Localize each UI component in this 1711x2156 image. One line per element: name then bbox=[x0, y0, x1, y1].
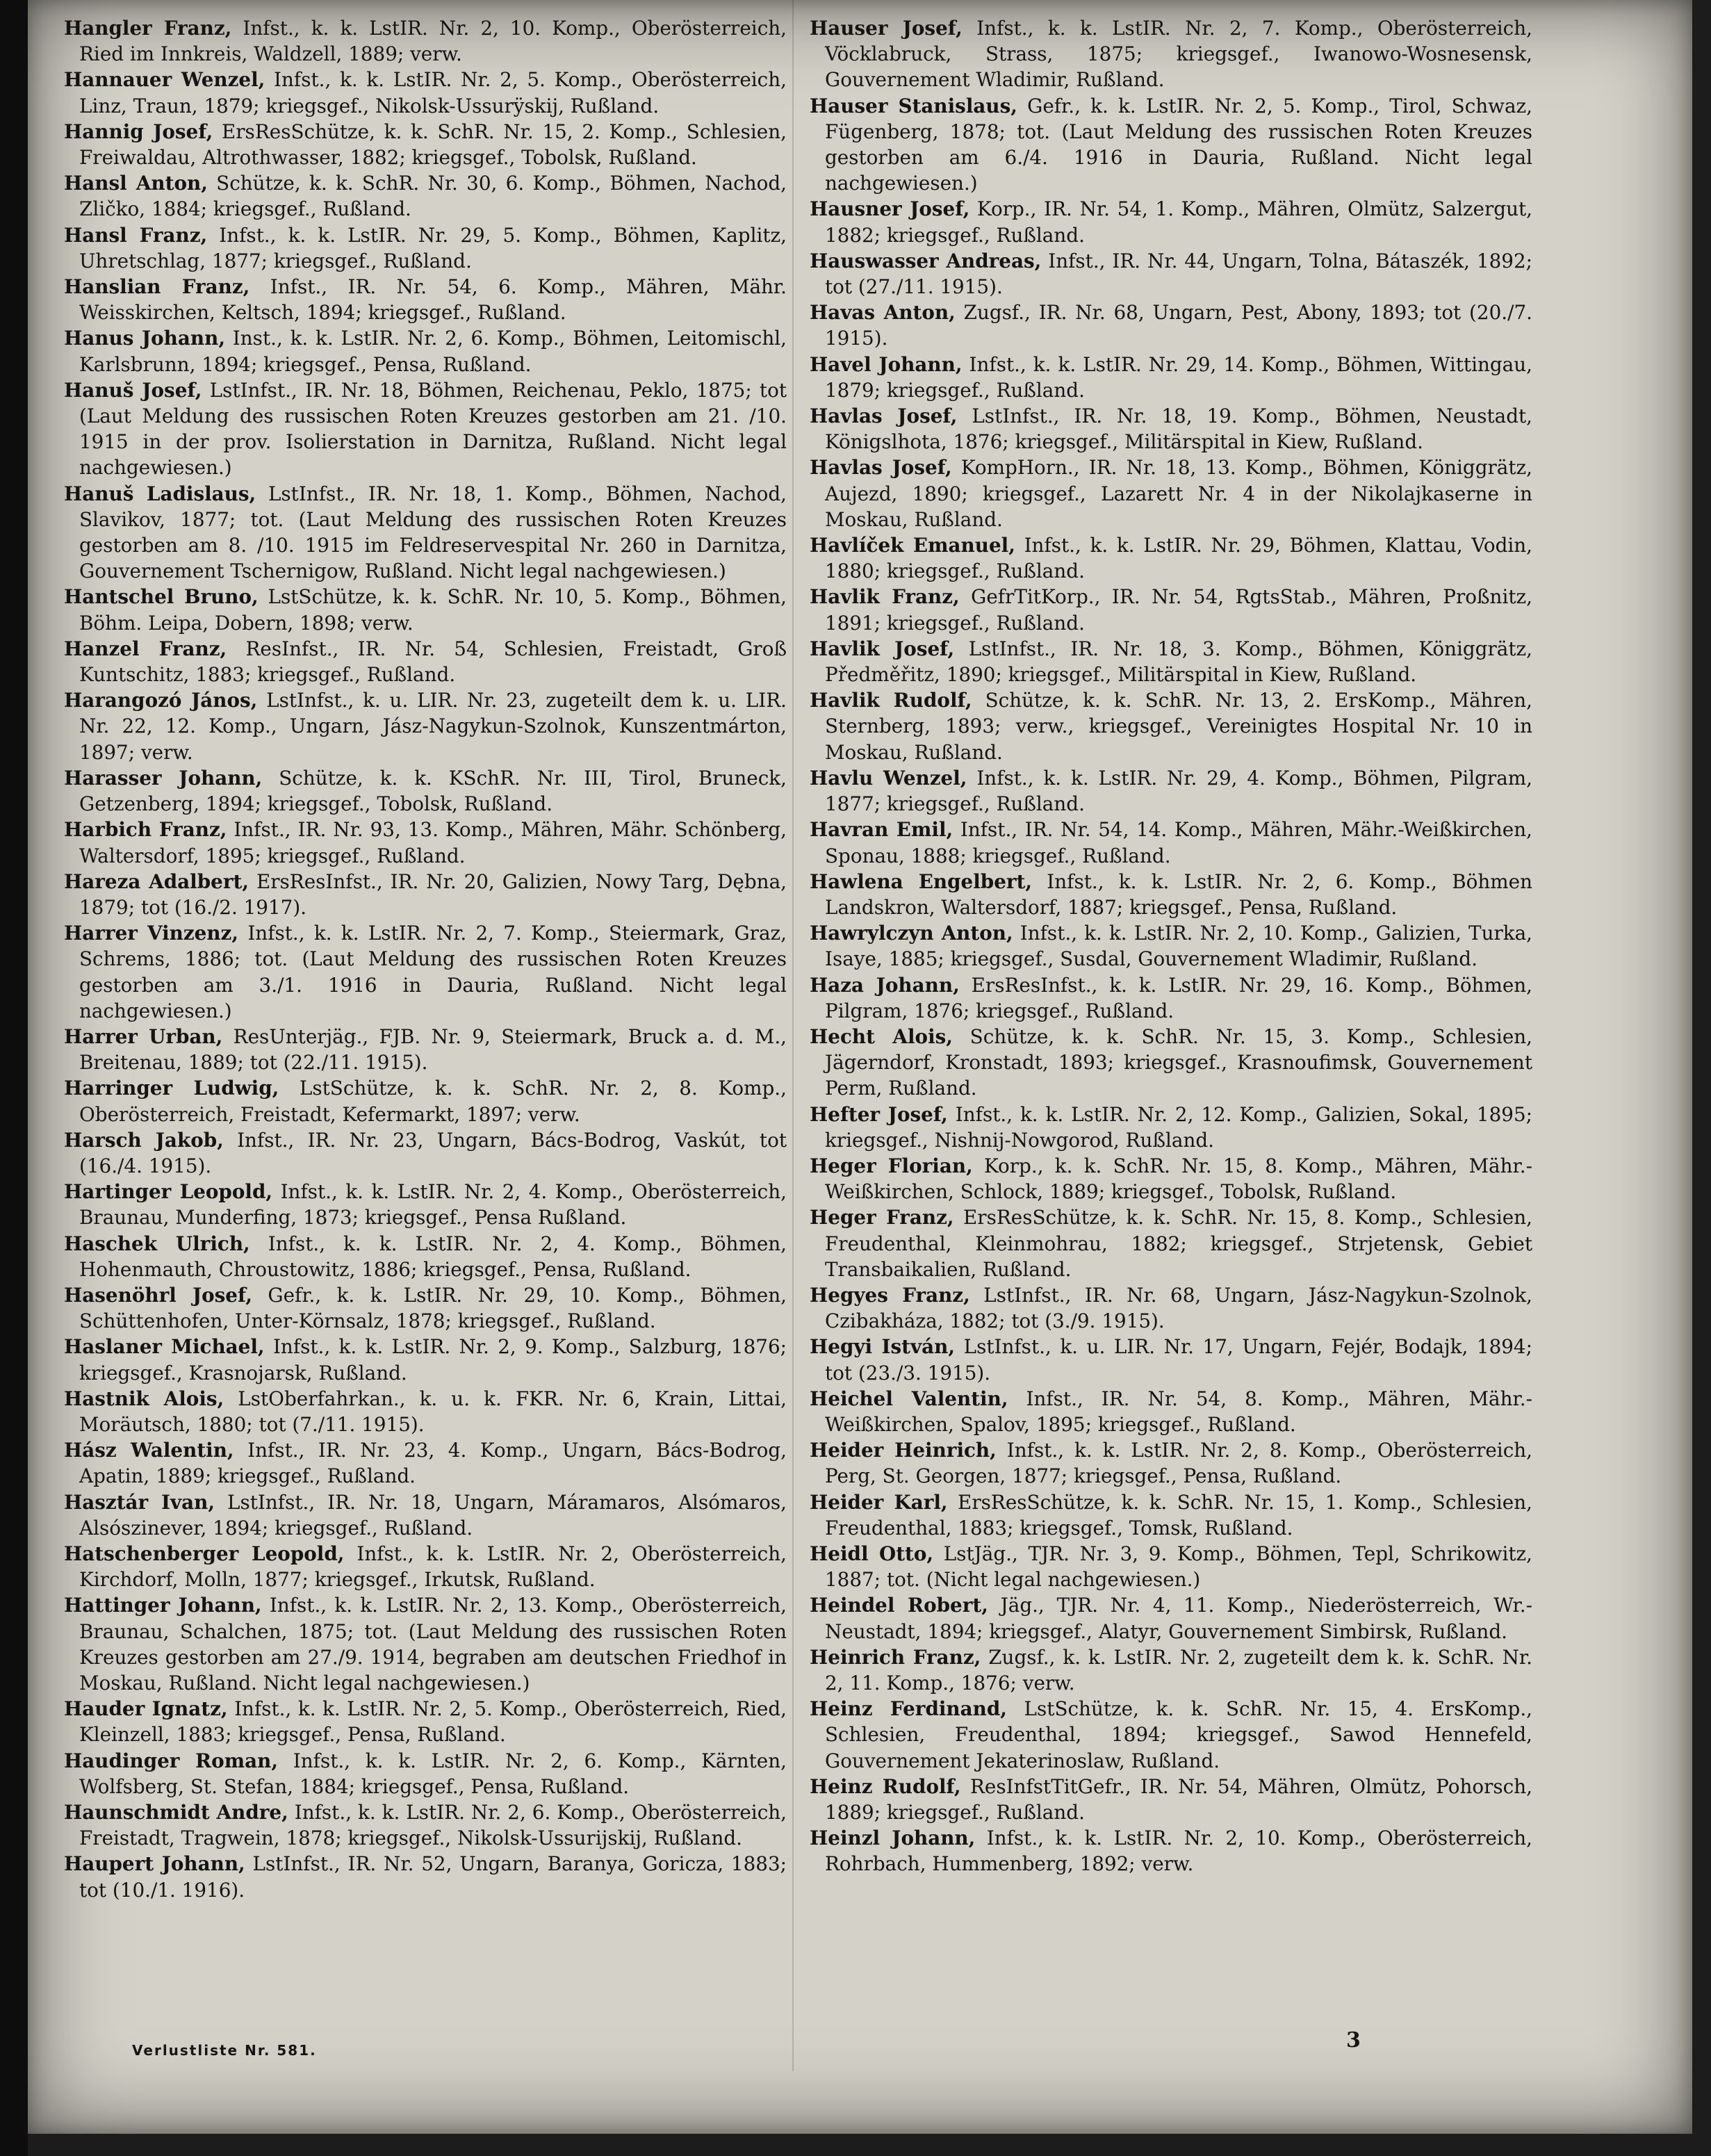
entry-details: Infst., IR. Nr. 93, 13. Komp., Mähren, Mähr. Schönberg, Waltersdorf, 1895; kriegsgef., Rußland. bbox=[79, 818, 787, 867]
entry-name: Hastnik Alois, bbox=[64, 1387, 224, 1410]
entry-name: Heidl Otto, bbox=[810, 1542, 934, 1565]
entry-name: Hantschel Bruno, bbox=[64, 585, 259, 609]
entry-details: Infst., k. k. LstIR. Nr. 2, 7. Komp., Steiermark, Graz, Schrems, 1886; tot. (Laut Meldung des russischen Roten Kreuzes gestorben am 3./1. 1916 in Dauria, Rußland. Nicht legal nachgewiesen.) bbox=[79, 922, 787, 1022]
entry-details: LstInfst., IR. Nr. 18, Ungarn, Máramaros, Alsómaros, Alsószinever, 1894; kriegsgef., Rußland. bbox=[79, 1490, 787, 1540]
entry-details: ResInfstTitGefr., IR. Nr. 54, Mähren, Olmütz, Pohorsch, 1889; kriegsgef., Rußland. bbox=[825, 1774, 1532, 1824]
entry-details: Korp., k. k. SchR. Nr. 15, 8. Komp., Mähren, Mähr.-Weißkirchen, Schlock, 1889; kriegsgef., Tobolsk, Rußland. bbox=[825, 1154, 1532, 1204]
casualty-entry bbox=[810, 1541, 1532, 1592]
casualty-entry bbox=[64, 636, 787, 687]
entry-name: Heinz Ferdinand, bbox=[810, 1697, 1007, 1721]
casualty-entry bbox=[810, 403, 1532, 455]
entry-details: LstInfst., IR. Nr. 68, Ungarn, Jász-Nagykun-Szolnok, Czibakháza, 1882; tot (3./9. 1915). bbox=[825, 1283, 1532, 1333]
casualty-entry bbox=[810, 300, 1532, 351]
page-number: 3 bbox=[1346, 2028, 1361, 2052]
casualty-entry bbox=[64, 1075, 787, 1127]
entry-name: Havlu Wenzel, bbox=[810, 766, 967, 790]
entry-name: Havran Emil, bbox=[810, 818, 953, 842]
entry-details: Gefr., k. k. LstIR. Nr. 29, 10. Komp., Böhmen, Schüttenhofen, Unter-Körnsalz, 1878; kriegsgef., Rußland. bbox=[79, 1283, 787, 1333]
entry-details: KompHorn., IR. Nr. 18, 13. Komp., Böhmen, Königgrätz, Aujezd, 1890; kriegsgef., Lazarett Nr. 4 in der Nikolajkaserne in Moskau, Rußland. bbox=[825, 456, 1532, 531]
entry-name: Heinz Rudolf, bbox=[810, 1774, 961, 1798]
entry-name: Heinzl Johann, bbox=[810, 1827, 976, 1850]
casualty-entry bbox=[810, 1153, 1532, 1204]
entry-name: Hawlena Engelbert, bbox=[810, 869, 1033, 893]
casualty-entry bbox=[810, 352, 1532, 403]
entry-name: Haslaner Michael, bbox=[64, 1335, 265, 1359]
entry-details: Infst., k. k. LstIR. Nr. 2, 10. Komp., Oberösterreich, Ried im Innkreis, Waldzell, 1889; verw. bbox=[79, 17, 787, 66]
entry-details: Infst., IR. Nr. 54, 14. Komp., Mähren, Mähr.-Weißkirchen, Sponau, 1888; kriegsgef., Rußland. bbox=[825, 818, 1532, 867]
entry-name: Havlas Josef, bbox=[810, 405, 958, 428]
entry-details: ResInfst., IR. Nr. 54, Schlesien, Freistadt, Groß Kuntschitz, 1883; kriegsgef., Rußland. bbox=[79, 637, 787, 687]
casualty-entry bbox=[810, 1774, 1532, 1825]
casualty-entry bbox=[64, 1437, 787, 1489]
casualty-entry bbox=[810, 636, 1532, 687]
entry-name: Harangozó János, bbox=[64, 689, 258, 712]
casualty-entry bbox=[64, 1127, 787, 1179]
list-label: Verlustliste Nr. 581. bbox=[132, 2042, 317, 2059]
entry-details: LstInfst., k. u. LIR. Nr. 17, Ungarn, Fejér, Bodajk, 1894; tot (23./3. 1915). bbox=[825, 1335, 1532, 1385]
casualty-entry bbox=[810, 1489, 1532, 1541]
casualty-entry bbox=[810, 1696, 1532, 1774]
entry-details: ErsResSchütze, k. k. SchR. Nr. 15, 1. Komp., Schlesien, Freudenthal, 1883; kriegsgef., Tomsk, Rußland. bbox=[825, 1490, 1532, 1540]
casualty-entry bbox=[64, 1231, 787, 1282]
entry-name: Hegyes Franz, bbox=[810, 1283, 970, 1307]
entry-details: ErsResInfst., k. k. LstIR. Nr. 29, 16. Komp., Böhmen, Pilgram, 1876; kriegsgef., Rußland. bbox=[825, 973, 1533, 1022]
entry-name: Harringer Ludwig, bbox=[64, 1077, 279, 1100]
casualty-entry bbox=[810, 93, 1532, 197]
entry-details: Infst., k. k. LstIR. Nr. 29, 4. Komp., Böhmen, Pilgram, 1877; kriegsgef., Rußland. bbox=[825, 766, 1532, 816]
entry-details: LstInfst., k. u. LIR. Nr. 23, zugeteilt dem k. u. LIR. Nr. 22, 12. Komp., Ungarn, Jász-Nagykun-Szolnok, Kunszentmárton, 1897; verw. bbox=[79, 689, 787, 764]
entry-details: Infst., IR. Nr. 54, 8. Komp., Mähren, Mähr.-Weißkirchen, Spalov, 1895; kriegsgef., Rußland. bbox=[825, 1387, 1532, 1436]
entry-details: Infst., k. k. LstIR. Nr. 2, 12. Komp., Galizien, Sokal, 1895; kriegsgef., Nishnij-Nowgorod, Rußland. bbox=[825, 1102, 1533, 1152]
casualty-entry bbox=[810, 584, 1532, 635]
entry-details: Infst., k. k. LstIR. Nr. 2, Oberösterreich, Kirchdorf, Molln, 1877; kriegsgef., Irkutsk, Rußland. bbox=[79, 1542, 787, 1592]
casualty-entry bbox=[810, 196, 1532, 247]
column-divider bbox=[792, 0, 794, 2071]
casualty-entry bbox=[810, 1644, 1532, 1696]
casualty-entry bbox=[810, 455, 1532, 532]
entry-name: Hanus Johann, bbox=[64, 327, 225, 350]
entry-name: Harrer Vinzenz, bbox=[64, 922, 239, 945]
entry-name: Havas Anton, bbox=[810, 301, 956, 325]
entry-details: Infst., k. k. LstIR. Nr. 2, 5. Komp., Oberösterreich, Linz, Traun, 1879; kriegsgef., Nikolsk-Ussurÿskij, Rußland. bbox=[79, 68, 787, 117]
entry-details: Infst., k. k. LstIR. Nr. 2, 4. Komp., Böhmen, Hohenmauth, Chroustowitz, 1886; kriegsgef., Pensa, Rußland. bbox=[79, 1232, 787, 1281]
casualty-entry bbox=[810, 1437, 1532, 1489]
entry-name: Heger Franz, bbox=[810, 1206, 954, 1230]
casualty-entry bbox=[64, 687, 787, 765]
entry-name: Hauder Ignatz, bbox=[64, 1697, 228, 1721]
casualty-entry bbox=[64, 1592, 787, 1696]
casualty-entry bbox=[810, 1334, 1532, 1385]
entry-name: Heinrich Franz, bbox=[810, 1645, 981, 1669]
entry-details: Infst., IR. Nr. 23, 4. Komp., Ungarn, Bács-Bodrog, Apatin, 1889; kriegsgef., Rußland. bbox=[79, 1439, 787, 1488]
casualty-entry bbox=[64, 1179, 787, 1230]
entry-details: Infst., k. k. LstIR. Nr. 2, 9. Komp., Salzburg, 1876; kriegsgef., Krasnojarsk, Rußland. bbox=[79, 1335, 787, 1385]
entry-details: Infst., k. k. LstIR. Nr. 2, 6. Komp., Oberösterreich, Freistadt, Tragwein, 1878; kriegsgef., Nikolsk-Ussurijskij, Rußland. bbox=[79, 1801, 787, 1850]
entry-name: Hannauer Wenzel, bbox=[64, 68, 265, 92]
entry-name: Hanuš Ladislaus, bbox=[64, 482, 256, 505]
casualty-entry bbox=[810, 15, 1532, 93]
entry-name: Hegyi István, bbox=[810, 1335, 956, 1359]
entry-name: Hanzel Franz, bbox=[64, 637, 227, 660]
casualty-entry bbox=[64, 1489, 787, 1541]
casualty-entry bbox=[64, 325, 787, 377]
entry-details: LstInfst., IR. Nr. 18, 19. Komp., Böhmen, Neustadt, Königslhota, 1876; kriegsgef., Militärspital in Kiew, Rußland. bbox=[825, 405, 1533, 454]
entry-details: Infst., k. k. LstIR. Nr. 2, 10. Komp., Oberösterreich, Rohrbach, Hummenberg, 1892; verw. bbox=[825, 1827, 1533, 1876]
entry-details: Infst., k. k. LstIR. Nr. 2, 8. Komp., Oberösterreich, Perg, St. Georgen, 1877; kriegsgef., Pensa, Rußland. bbox=[825, 1439, 1532, 1488]
casualty-entry bbox=[64, 1851, 787, 1902]
entry-details: ErsResSchütze, k. k. SchR. Nr. 15, 2. Komp., Schlesien, Freiwaldau, Altrothwasser, 1882; kriegsgef., Tobolsk, Rußland. bbox=[79, 120, 787, 170]
left-column bbox=[64, 15, 787, 1903]
entry-details: ErsResSchütze, k. k. SchR. Nr. 15, 8. Komp., Schlesien, Freudenthal, Kleinmohrau, 1882; kriegsgef., Strjetensk, Gebiet Transbaikalien, Rußland. bbox=[825, 1206, 1532, 1281]
entry-name: Havlik Franz, bbox=[810, 585, 960, 609]
entry-name: Hansl Anton, bbox=[64, 172, 208, 195]
entry-details: Korp., IR. Nr. 54, 1. Komp., Mähren, Olmütz, Salzergut, 1882; kriegsgef., Rußland. bbox=[825, 197, 1532, 247]
entry-name: Hauser Stanislaus, bbox=[810, 94, 1017, 117]
casualty-entry bbox=[64, 67, 787, 118]
entry-name: Havlas Josef, bbox=[810, 456, 952, 480]
casualty-entry bbox=[810, 1592, 1532, 1644]
casualty-entry bbox=[810, 687, 1532, 765]
casualty-entry bbox=[64, 170, 787, 222]
entry-details: Infst., k. k. LstIR. Nr. 2, 5. Komp., Oberösterreich, Ried, Kleinzell, 1883; kriegsgef., Pensa, Rußland. bbox=[79, 1697, 787, 1747]
entry-details: LstSchütze, k. k. SchR. Nr. 2, 8. Komp., Oberösterreich, Freistadt, Kefermarkt, 1897; verw. bbox=[79, 1077, 787, 1126]
entry-details: Infst., k. k. LstIR. Nr. 2, 4. Komp., Oberösterreich, Braunau, Munderfing, 1873; kriegsgef., Pensa Rußland. bbox=[79, 1180, 787, 1230]
entry-details: ResUnterjäg., FJB. Nr. 9, Steiermark, Bruck a. d. M., Breitenau, 1889; tot (22./11. 1915). bbox=[79, 1024, 787, 1075]
entry-details: Infst., k. k. LstIR. Nr. 2, 6. Komp., Kärnten, Wolfsberg, St. Stefan, 1884; kriegsgef., Pensa, Rußland. bbox=[79, 1749, 787, 1798]
entry-name: Haunschmidt Andre, bbox=[64, 1801, 288, 1824]
entry-details: Schütze, k. k. SchR. Nr. 15, 3. Komp., Schlesien, Jägerndorf, Kronstadt, 1893; kriegsgef., Krasnoufimsk, Gouvernement Perm, Rußland. bbox=[825, 1024, 1533, 1100]
entry-name: Haupert Johann, bbox=[64, 1852, 245, 1876]
entry-name: Heichel Valentin, bbox=[810, 1387, 1008, 1410]
entry-name: Havlik Rudolf, bbox=[810, 689, 972, 712]
entry-name: Heider Heinrich, bbox=[810, 1439, 997, 1462]
entry-details: Schütze, k. k. SchR. Nr. 13, 2. ErsKomp., Mähren, Sternberg, 1893; verw., kriegsgef., Vereinigtes Hospital Nr. 10 in Moskau, Rußland. bbox=[825, 689, 1533, 764]
entry-details: Infst., IR. Nr. 54, 6. Komp., Mähren, Mähr. Weisskirchen, Keltsch, 1894; kriegsgef., Rußland. bbox=[79, 275, 787, 325]
entry-details: LstSchütze, k. k. SchR. Nr. 10, 5. Komp., Böhmen, Böhm. Leipa, Dobern, 1898; verw. bbox=[79, 585, 787, 635]
entry-details: LstSchütze, k. k. SchR. Nr. 15, 4. ErsKomp., Schlesien, Freudenthal, 1894; kriegsgef., Sawod Hennefeld, Gouvernement Jekaterinoslaw, Rußland. bbox=[825, 1697, 1532, 1772]
entry-name: Hauswasser Andreas, bbox=[810, 249, 1042, 272]
entry-details: Infst., k. k. LstIR. Nr. 2, 10. Komp., Galizien, Turka, Isaye, 1885; kriegsgef., Susdal, Gouvernement Wladimir, Rußland. bbox=[825, 922, 1533, 971]
casualty-entry bbox=[64, 119, 787, 170]
entry-name: Hannig Josef, bbox=[64, 120, 213, 143]
entry-name: Hasenöhrl Josef, bbox=[64, 1283, 253, 1307]
entry-name: Hanslian Franz, bbox=[64, 275, 250, 299]
casualty-entry bbox=[64, 1334, 787, 1385]
entry-name: Harasser Johann, bbox=[64, 766, 263, 790]
entry-details: Infst., k. k. LstIR. Nr. 2, 7. Komp., Oberösterreich, Vöcklabruck, Strass, 1875; kriegsgef., Iwanowo-Wosnesensk, Gouvernement Wladimir, Rußland. bbox=[825, 17, 1532, 92]
entry-name: Haza Johann, bbox=[810, 973, 960, 997]
right-column bbox=[810, 15, 1532, 1877]
casualty-entry bbox=[64, 274, 787, 325]
entry-name: Heider Karl, bbox=[810, 1490, 948, 1514]
entry-details: Infst., k. k. LstIR. Nr. 29, Böhmen, Klattau, Vodin, 1880; kriegsgef., Rußland. bbox=[825, 534, 1533, 583]
entry-name: Hanuš Josef, bbox=[64, 378, 202, 402]
entry-name: Hauser Josef, bbox=[810, 17, 963, 40]
entry-details: Infst., IR. Nr. 44, Ungarn, Tolna, Bátaszék, 1892; tot (27./11. 1915). bbox=[825, 249, 1532, 299]
entry-details: Jäg., TJR. Nr. 4, 11. Komp., Niederösterreich, Wr.-Neustadt, 1894; kriegsgef., Alatyr, Gouvernement Simbirsk, Rußland. bbox=[825, 1594, 1532, 1643]
casualty-entry bbox=[810, 1825, 1532, 1877]
entry-details: ErsResInfst., IR. Nr. 20, Galizien, Nowy Targ, Dębna, 1879; tot (16./2. 1917). bbox=[79, 869, 787, 919]
entry-name: Havlik Josef, bbox=[810, 637, 955, 660]
entry-details: Zugsf., IR. Nr. 68, Ungarn, Pest, Abony, 1893; tot (20./7. 1915). bbox=[825, 301, 1532, 350]
casualty-entry bbox=[64, 377, 787, 481]
entry-details: Schütze, k. k. KSchR. Nr. III, Tirol, Bruneck, Getzenberg, 1894; kriegsgef., Tobolsk, Rußland. bbox=[79, 766, 787, 816]
entry-details: Infst., IR. Nr. 23, Ungarn, Bács-Bodrog, Vaskút, tot (16./4. 1915). bbox=[79, 1128, 787, 1177]
casualty-entry bbox=[810, 1282, 1532, 1334]
casualty-entry bbox=[64, 222, 787, 274]
entry-name: Havlíček Emanuel, bbox=[810, 534, 1015, 557]
entry-name: Heindel Robert, bbox=[810, 1594, 988, 1617]
entry-details: LstJäg., TJR. Nr. 3, 9. Komp., Böhmen, Tepl, Schrikowitz, 1887; tot. (Nicht legal nachgewiesen.) bbox=[825, 1542, 1533, 1592]
entry-name: Hawrylczyn Anton, bbox=[810, 922, 1013, 945]
entry-details: Schütze, k. k. SchR. Nr. 30, 6. Komp., Böhmen, Nachod, Zličko, 1884; kriegsgef., Rußland. bbox=[79, 172, 787, 221]
casualty-entry bbox=[810, 1024, 1532, 1102]
entry-name: Harrer Urban, bbox=[64, 1024, 223, 1048]
casualty-entry bbox=[64, 1024, 787, 1075]
entry-name: Heger Florian, bbox=[810, 1154, 973, 1177]
casualty-entry bbox=[64, 869, 787, 920]
entry-details: Infst., k. k. LstIR. Nr. 29, 5. Komp., Böhmen, Kaplitz, Uhretschlag, 1877; kriegsgef., Rußland. bbox=[79, 223, 787, 272]
entry-details: Zugsf., k. k. LstIR. Nr. 2, zugeteilt dem k. k. SchR. Nr. 2, 11. Komp., 1876; verw. bbox=[825, 1645, 1532, 1694]
entry-details: LstOberfahrkan., k. u. k. FKR. Nr. 6, Krain, Littai, Moräutsch, 1880; tot (7./11. 1915). bbox=[79, 1387, 787, 1436]
casualty-entry bbox=[810, 817, 1532, 868]
entry-name: Hangler Franz, bbox=[64, 17, 232, 40]
casualty-entry bbox=[810, 972, 1532, 1024]
casualty-entry bbox=[810, 869, 1532, 920]
casualty-entry bbox=[64, 1386, 787, 1437]
entry-details: Gefr., k. k. LstIR. Nr. 2, 5. Komp., Tirol, Schwaz, Fügenberg, 1878; tot. (Laut Meldung des russischen Roten Kreuzes gestorben am 6./4. 1916 in Dauria, Rußland. Nicht legal nachgewiesen.) bbox=[825, 94, 1533, 195]
casualty-entry bbox=[810, 920, 1532, 972]
entry-details: GefrTitKorp., IR. Nr. 54, RgtsStab., Mähren, Proßnitz, 1891; kriegsgef., Rußland. bbox=[825, 585, 1533, 635]
casualty-entry bbox=[810, 765, 1532, 817]
casualty-entry bbox=[810, 532, 1532, 584]
entry-details: LstInfst., IR. Nr. 18, 3. Komp., Böhmen, Königgrätz, Předměřitz, 1890; kriegsgef., Militärspital in Kiew, Rußland. bbox=[825, 637, 1532, 687]
entry-name: Havel Johann, bbox=[810, 352, 963, 376]
entry-details: Infst., k. k. LstIR. Nr. 29, 14. Komp., Böhmen, Wittingau, 1879; kriegsgef., Rußland. bbox=[825, 352, 1532, 402]
casualty-entry bbox=[64, 15, 787, 67]
scan-margin bbox=[0, 0, 28, 2156]
casualty-entry bbox=[64, 1799, 787, 1851]
entry-details: LstInfst., IR. Nr. 52, Ungarn, Baranya, Goricza, 1883; tot (10./1. 1916). bbox=[79, 1852, 787, 1902]
entry-name: Harsch Jakob, bbox=[64, 1128, 224, 1152]
entry-name: Hecht Alois, bbox=[810, 1024, 953, 1048]
entry-name: Hász Walentin, bbox=[64, 1439, 234, 1462]
casualty-entry bbox=[810, 1204, 1532, 1282]
entry-details: LstInfst., IR. Nr. 18, Böhmen, Reichenau, Peklo, 1875; tot (Laut Meldung des russischen Roten Kreuzes gestorben am 21. /10. 1915 in der prov. Isolierstation in Darnitza, Rußland. Nicht legal nachgewiesen.) bbox=[79, 378, 787, 480]
entry-name: Haudinger Roman, bbox=[64, 1749, 279, 1772]
entry-name: Hansl Franz, bbox=[64, 223, 208, 247]
casualty-entry bbox=[64, 920, 787, 1024]
entry-name: Harbich Franz, bbox=[64, 818, 227, 842]
entry-name: Hattinger Johann, bbox=[64, 1594, 262, 1617]
entry-details: LstInfst., IR. Nr. 18, 1. Komp., Böhmen, Nachod, Slavikov, 1877; tot. (Laut Meldung des russischen Roten Kreuzes gestorben am 8. /10. 1915 im Feldreservespital Nr. 260 in Darnitza, Gouvernement Tschernigow, Rußland. Nicht legal nachgewiesen.) bbox=[79, 482, 787, 583]
casualty-entry bbox=[810, 248, 1532, 300]
casualty-entry bbox=[64, 481, 787, 585]
entry-name: Hasztár Ivan, bbox=[64, 1490, 215, 1514]
entry-details: Infst., k. k. LstIR. Nr. 2, 6. Komp., Böhmen Landskron, Waltersdorf, 1887; kriegsgef., Pensa, Rußland. bbox=[825, 869, 1532, 919]
casualty-entry bbox=[64, 765, 787, 817]
document-page bbox=[28, 0, 1692, 2134]
entry-name: Hareza Adalbert, bbox=[64, 869, 249, 893]
casualty-entry bbox=[64, 1696, 787, 1747]
entry-name: Hefter Josef, bbox=[810, 1102, 948, 1126]
casualty-entry bbox=[64, 584, 787, 635]
casualty-entry bbox=[64, 1748, 787, 1799]
casualty-entry bbox=[64, 1282, 787, 1334]
entry-details: Infst., k. k. LstIR. Nr. 2, 13. Komp., Oberösterreich, Braunau, Schalchen, 1875; tot. (Laut Meldung des russischen Roten Kreuzes gestorben am 27./9. 1914, begraben am deutschen Friedhof in Moskau, Rußland. Nicht legal nachgewiesen.) bbox=[79, 1594, 787, 1694]
entry-name: Hartinger Leopold, bbox=[64, 1180, 273, 1204]
entry-name: Hausner Josef, bbox=[810, 197, 970, 221]
entry-details: Inst., k. k. LstIR. Nr. 2, 6. Komp., Böhmen, Leitomischl, Karlsbrunn, 1894; kriegsgef., Pensa, Rußland. bbox=[79, 327, 787, 376]
entry-name: Haschek Ulrich, bbox=[64, 1232, 250, 1255]
casualty-entry bbox=[810, 1386, 1532, 1437]
casualty-entry bbox=[810, 1102, 1532, 1153]
casualty-entry bbox=[64, 1541, 787, 1592]
entry-name: Hatschenberger Leopold, bbox=[64, 1542, 345, 1565]
casualty-entry bbox=[64, 817, 787, 868]
